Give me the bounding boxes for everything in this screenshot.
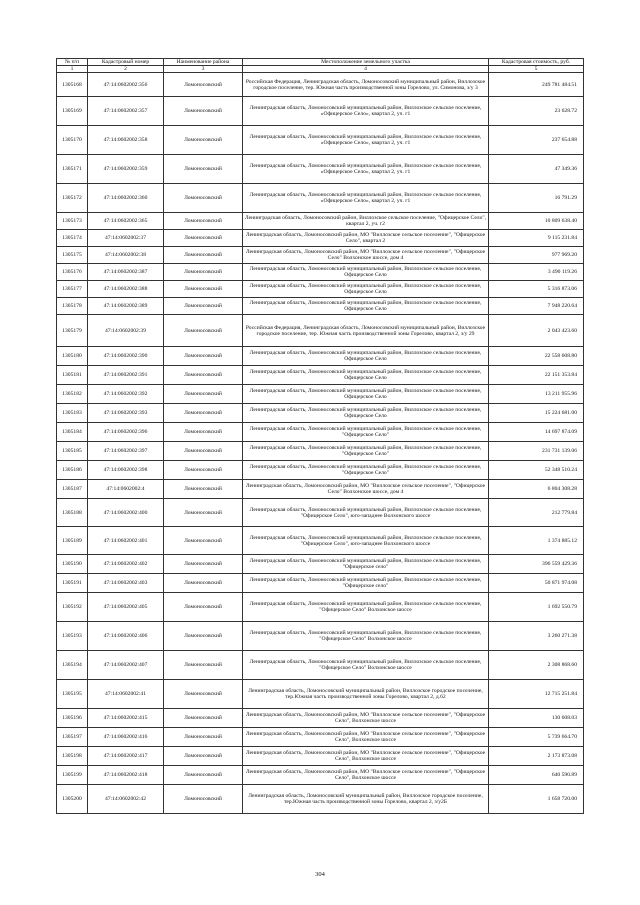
column-number-row [57, 66, 584, 73]
row-number-cell: 1305172 [57, 184, 88, 213]
row-number-cell: 1305200 [57, 785, 88, 814]
cadastral-value-cell: 23 628.72 [489, 97, 584, 126]
row-number-cell: 1305186 [57, 461, 88, 480]
cadastral-value-cell: 10 809 638.40 [489, 213, 584, 230]
district-cell: Ломоносовский [164, 423, 243, 442]
district-cell: Ломоносовский [164, 281, 243, 298]
district-cell: Ломоносовский [164, 593, 243, 622]
table-row [57, 385, 584, 404]
district-cell: Ломоносовский [164, 680, 243, 709]
row-number-cell: 1305194 [57, 651, 88, 680]
table-row [57, 73, 584, 97]
cadastral-value-cell: 52 348 510.24 [489, 461, 584, 480]
location-cell: Ленинградская область, Ломоносовский муниципальный район, Виллозское сельское поселение, «Офицерское Село», квартал 2, уч. г1 [243, 97, 489, 126]
location-cell: Ленинградская область, Ломоносовский район, МО "Виллозское сельское поселение", "Офицерское Село" Волхонское шоссе, дом 4 [243, 247, 489, 264]
location-cell: Ленинградская область, Ломоносовский муниципальный район, Виллозское сельское поселение, Офицерское Село [243, 264, 489, 281]
cadastral-value-cell: 2 043 423.60 [489, 315, 584, 347]
district-cell: Ломоносовский [164, 622, 243, 651]
district-cell: Ломоносовский [164, 785, 243, 814]
row-number-cell: 1305182 [57, 385, 88, 404]
district-cell: Ломоносовский [164, 213, 243, 230]
cadastral-number-cell: 47:14:0602002:391 [88, 366, 164, 385]
district-cell: Ломоносовский [164, 442, 243, 461]
row-number-cell: 1305197 [57, 728, 88, 747]
row-number-cell: 1305196 [57, 709, 88, 728]
cadastral-value-cell: 3 260 271.38 [489, 622, 584, 651]
cadastral-value-cell: 22 151 353.84 [489, 366, 584, 385]
cadastral-value-cell: 977 969.20 [489, 247, 584, 264]
cadastral-value-cell: 130 608.03 [489, 709, 584, 728]
district-cell: Ломоносовский [164, 747, 243, 766]
cadastral-value-cell: 2 173 873.08 [489, 747, 584, 766]
header-cadastral-number: Кадастровый номер [88, 59, 164, 66]
row-number-cell: 1305170 [57, 126, 88, 155]
column-number: 1 [57, 66, 88, 73]
cadastral-number-cell: 47:14:0602002:42 [88, 785, 164, 814]
cadastral-value-cell: 2 308 868.60 [489, 651, 584, 680]
row-number-cell: 1305179 [57, 315, 88, 347]
cadastral-value-cell: 15 224 681.00 [489, 404, 584, 423]
header-num: № п/п [57, 59, 88, 66]
table-row [57, 347, 584, 366]
row-number-cell: 1305187 [57, 480, 88, 499]
cadastral-number-cell: 47:14:0602002:418 [88, 766, 164, 785]
cadastral-value-cell: 14 697 874.09 [489, 423, 584, 442]
cadastral-value-cell: 1 658 720.00 [489, 785, 584, 814]
location-cell: Ленинградская область, Ломоносовский муниципальный район, Виллозское городское поселение, тер.Южная часть производственной зоны Горелово, квартал 2, з/у2Б [243, 785, 489, 814]
cadastral-number-cell: 47:14:0602002:365 [88, 213, 164, 230]
cadastral-value-cell: 212 779.84 [489, 499, 584, 527]
table-row [57, 480, 584, 499]
table-row [57, 527, 584, 555]
cadastral-value-cell: 50 871 974.08 [489, 574, 584, 593]
row-number-cell: 1305184 [57, 423, 88, 442]
header-district: Наименование района [164, 59, 243, 66]
row-number-cell: 1305177 [57, 281, 88, 298]
location-cell: Ленинградская область, Ломоносовский муниципальный район, Виллозское сельское поселение, "Офицерское Село" Волхонское шоссе [243, 651, 489, 680]
table-row [57, 298, 584, 315]
district-cell: Ломоносовский [164, 728, 243, 747]
cadastral-number-cell: 47:14:0602002:406 [88, 622, 164, 651]
row-number-cell: 1305193 [57, 622, 88, 651]
cadastral-number-cell: 47:14:0602002:416 [88, 728, 164, 747]
cadastral-value-cell: 13 211 955.96 [489, 385, 584, 404]
column-number: 4 [243, 66, 489, 73]
row-number-cell: 1305191 [57, 574, 88, 593]
cadastral-number-cell: 47:14:0602002:39 [88, 315, 164, 347]
cadastral-value-cell: 16 791.29 [489, 184, 584, 213]
district-cell: Ломоносовский [164, 651, 243, 680]
table-row [57, 230, 584, 247]
table-row [57, 404, 584, 423]
cadastral-number-cell: 47:14:0602002:4 [88, 480, 164, 499]
table-row [57, 766, 584, 785]
location-cell: Ленинградская область, Ломоносовский район, МО "Виллозское сельское поселение", "Офицерское Село", Волхонское шоссе [243, 766, 489, 785]
location-cell: Ленинградская область, Ломоносовский муниципальный район, Виллозское сельское поселение, "Офицерское Село" [243, 461, 489, 480]
location-cell: Ленинградская область, Ломоносовский район, МО "Виллозское сельское поселение", "Офицерское Село" Волхонское шоссе, дом 4 [243, 480, 489, 499]
district-cell: Ломоносовский [164, 499, 243, 527]
cadastral-number-cell: 47:14:0602002:396 [88, 423, 164, 442]
cadastral-number-cell: 47:14:0602002:387 [88, 264, 164, 281]
table-row [57, 785, 584, 814]
cadastral-number-cell: 47:14:0602002:417 [88, 747, 164, 766]
location-cell: Ленинградская область, Ломоносовский муниципальный район, Виллозское сельское поселение, «Офицерское Село», квартал 2, уч. г1 [243, 155, 489, 184]
table-row [57, 155, 584, 184]
row-number-cell: 1305168 [57, 73, 88, 97]
table-row [57, 423, 584, 442]
location-cell: Ленинградская область, Ломоносовский муниципальный район, Виллозское сельское поселение, Офицерское Село [243, 404, 489, 423]
row-number-cell: 1305188 [57, 499, 88, 527]
header-location: Местоположение земельного участка [243, 59, 489, 66]
row-number-cell: 1305183 [57, 404, 88, 423]
cadastral-value-cell: 7 948 220.64 [489, 298, 584, 315]
location-cell: Ленинградская область, Ломоносовский муниципальный район, Виллозское сельское поселение, Офицерское Село [243, 298, 489, 315]
cadastral-number-cell: 47:14:0602002:360 [88, 184, 164, 213]
table-row [57, 622, 584, 651]
row-number-cell: 1305178 [57, 298, 88, 315]
row-number-cell: 1305199 [57, 766, 88, 785]
location-cell: Ленинградская область, Ломоносовский муниципальный район, Виллозское сельское поселение, "Офицерское Село", юго-западнее Волхонского шоссе [243, 499, 489, 527]
cadastral-number-cell: 47:14:0602002:397 [88, 442, 164, 461]
location-cell: Ленинградская область, Ломоносовский район, МО "Виллозское сельское поселение", "Офицерское Село", Волхонское шоссе [243, 747, 489, 766]
table-row [57, 461, 584, 480]
district-cell: Ломоносовский [164, 480, 243, 499]
location-cell: Ленинградская область, Ломоносовский муниципальный район, Виллозское городское поселение, тер.Южная часть производственной зоны Горелово, квартал 2, д.62 [243, 680, 489, 709]
district-cell: Ломоносовский [164, 184, 243, 213]
location-cell: Ленинградская область, Ломоносовский муниципальный район, Виллозское сельское поселение, «Офицерское Село», квартал 2, уч. г1 [243, 126, 489, 155]
cadastral-number-cell: 47:14:0602002:398 [88, 461, 164, 480]
table-row [57, 680, 584, 709]
row-number-cell: 1305175 [57, 247, 88, 264]
table-row [57, 709, 584, 728]
district-cell: Ломоносовский [164, 230, 243, 247]
cadastral-value-cell: 9 115 231.84 [489, 230, 584, 247]
district-cell: Ломоносовский [164, 555, 243, 574]
location-cell: Ленинградская область, Ломоносовский муниципальный район, Виллозское сельское поселение, Офицерское Село [243, 385, 489, 404]
row-number-cell: 1305174 [57, 230, 88, 247]
district-cell: Ломоносовский [164, 97, 243, 126]
column-number: 3 [164, 66, 243, 73]
district-cell: Ломоносовский [164, 247, 243, 264]
table-row [57, 126, 584, 155]
location-cell: Ленинградская область, Ломоносовский муниципальный район, Виллозское сельское поселение, "Офицерское Село" Волхонское шоссе [243, 622, 489, 651]
cadastral-number-cell: 47:14:0602002:401 [88, 527, 164, 555]
cadastral-number-cell: 47:14:0602002:415 [88, 709, 164, 728]
location-cell: Ленинградская область, Ломоносовский район, МО "Виллозское сельское поселение", "Офицерское Село", Волхонское шоссе [243, 709, 489, 728]
cadastral-value-cell: 47 349.36 [489, 155, 584, 184]
cadastral-value-cell: 1 692 550.79 [489, 593, 584, 622]
district-cell: Ломоносовский [164, 366, 243, 385]
table-row [57, 651, 584, 680]
row-number-cell: 1305181 [57, 366, 88, 385]
cadastral-value-cell: 5 739 664.70 [489, 728, 584, 747]
row-number-cell: 1305176 [57, 264, 88, 281]
location-cell: Ленинградская область, Ломоносовский муниципальный район, Виллозское сельское поселение, Офицерское Село [243, 281, 489, 298]
cadastral-number-cell: 47:14:0602002:403 [88, 574, 164, 593]
cadastral-value-cell: 5 316 873.06 [489, 281, 584, 298]
row-number-cell: 1305198 [57, 747, 88, 766]
district-cell: Ломоносовский [164, 347, 243, 366]
cadastral-number-cell: 47:14:0602002:402 [88, 555, 164, 574]
table-row [57, 593, 584, 622]
page-number: 304 [315, 871, 325, 878]
cadastral-value-cell: 396 559 429.36 [489, 555, 584, 574]
table-row [57, 555, 584, 574]
table-row [57, 747, 584, 766]
cadastral-number-cell: 47:14:0602002:389 [88, 298, 164, 315]
cadastral-value-cell: 6 804 308.28 [489, 480, 584, 499]
row-number-cell: 1305185 [57, 442, 88, 461]
district-cell: Ломоносовский [164, 461, 243, 480]
table-row [57, 213, 584, 230]
district-cell: Ломоносовский [164, 709, 243, 728]
table-row [57, 366, 584, 385]
location-cell: Ленинградская область, Ломоносовский муниципальный район, Виллозское сельское поселение, "Офицерское Село" [243, 423, 489, 442]
location-cell: Российская Федерация, Ленинградская область, Ломоносовский муниципальный район, Виллозское городское поселение, тер. Южная часть производственной зоны Горелово, ул. Симонова, з/у 3 [243, 73, 489, 97]
row-number-cell: 1305169 [57, 97, 88, 126]
table-row [57, 442, 584, 461]
location-cell: Ленинградская область, Ломоносовский район, МО "Виллозское сельское поселение", "Офицерское Село", квартал 2 [243, 230, 489, 247]
cadastral-value-cell: 12 715 251.84 [489, 680, 584, 709]
cadastral-number-cell: 47:14:0602002:388 [88, 281, 164, 298]
table-row [57, 97, 584, 126]
table-row [57, 728, 584, 747]
cadastral-number-cell: 47:14:0602002:37 [88, 230, 164, 247]
location-cell: Ленинградская область, Ломоносовский муниципальный район, Виллозское сельское поселение, Офицерское Село [243, 347, 489, 366]
row-number-cell: 1305173 [57, 213, 88, 230]
district-cell: Ломоносовский [164, 527, 243, 555]
district-cell: Ломоносовский [164, 298, 243, 315]
district-cell: Ломоносовский [164, 126, 243, 155]
row-number-cell: 1305171 [57, 155, 88, 184]
location-cell: Ленинградская область, Ломоносовский муниципальный район, Виллозское сельское поселение, "Офицерское Село" Волхонское шоссе [243, 593, 489, 622]
location-cell: Ленинградская область, Ломоносовский муниципальный район, Виллозское сельское поселение, "Офицерское село" [243, 555, 489, 574]
location-cell: Ленинградская область, Ломоносовский муниципальный район, Виллозское сельское поселение, «Офицерское Село», квартал 2, уч. г1 [243, 184, 489, 213]
cadastral-number-cell: 47:14:0602002:407 [88, 651, 164, 680]
column-number: 5 [489, 66, 584, 73]
cadastral-number-cell: 47:14:0602002:359 [88, 155, 164, 184]
location-cell: Ленинградская область, Ломоносовский муниципальный район, Виллозское сельское поселение, Офицерское Село [243, 366, 489, 385]
district-cell: Ломоносовский [164, 574, 243, 593]
district-cell: Ломоносовский [164, 73, 243, 97]
cadastral-value-cell: 22 558 608.80 [489, 347, 584, 366]
row-number-cell: 1305189 [57, 527, 88, 555]
cadastral-value-cell: 1 374 885.12 [489, 527, 584, 555]
cadastral-number-cell: 47:14:0602002:400 [88, 499, 164, 527]
table-row [57, 574, 584, 593]
cadastral-number-cell: 47:14:0602002:357 [88, 97, 164, 126]
row-number-cell: 1305195 [57, 680, 88, 709]
header-cadastral-value: Кадастровая стоимость, руб. [489, 59, 584, 66]
district-cell: Ломоносовский [164, 155, 243, 184]
cadastral-number-cell: 47:14:0602002:38 [88, 247, 164, 264]
district-cell: Ломоносовский [164, 404, 243, 423]
cadastral-value-cell: 231 731 139.06 [489, 442, 584, 461]
cadastral-number-cell: 47:14:0602002:392 [88, 385, 164, 404]
location-cell: Ленинградская область, Ломоносовский район, Виллозское сельское поселение, "Офицерское Село", квартал 2, уч. г2 [243, 213, 489, 230]
cadastral-number-cell: 47:14:0602002:358 [88, 126, 164, 155]
district-cell: Ломоносовский [164, 315, 243, 347]
cadastral-number-cell: 47:14:0602002:393 [88, 404, 164, 423]
location-cell: Ленинградская область, Ломоносовский район, МО "Виллозское сельское поселение", "Офицерское Село", Волхонское шоссе [243, 728, 489, 747]
location-cell: Российская Федерация, Ленинградская область, Ломоносовский муниципальный район, Виллозское городское поселение, тер. Южная часть производственной зоны Горелово, квартал 2, з/у 29 [243, 315, 489, 347]
cadastral-value-cell: 249 781 484.51 [489, 73, 584, 97]
table-row [57, 281, 584, 298]
table-row [57, 499, 584, 527]
column-number: 2 [88, 66, 164, 73]
cadastral-number-cell: 47:14:0602002:390 [88, 347, 164, 366]
cadastral-table [56, 58, 584, 814]
district-cell: Ломоносовский [164, 385, 243, 404]
row-number-cell: 1305192 [57, 593, 88, 622]
location-cell: Ленинградская область, Ломоносовский муниципальный район, Виллозское сельское поселение, "Офицерское Село" [243, 442, 489, 461]
row-number-cell: 1305180 [57, 347, 88, 366]
row-number-cell: 1305190 [57, 555, 88, 574]
cadastral-value-cell: 237 654.88 [489, 126, 584, 155]
table-row [57, 315, 584, 347]
header-row [57, 59, 584, 66]
cadastral-value-cell: 640 590.89 [489, 766, 584, 785]
location-cell: Ленинградская область, Ломоносовский муниципальный район, Виллозское сельское поселение, "Офицерское село" [243, 574, 489, 593]
district-cell: Ломоносовский [164, 264, 243, 281]
table-row [57, 184, 584, 213]
table-row [57, 247, 584, 264]
cadastral-number-cell: 47:14:0602002:405 [88, 593, 164, 622]
cadastral-value-cell: 3 490 119.26 [489, 264, 584, 281]
cadastral-number-cell: 47:14:0602002:41 [88, 680, 164, 709]
district-cell: Ломоносовский [164, 766, 243, 785]
location-cell: Ленинградская область, Ломоносовский муниципальный район, Виллозское сельское поселение, "Офицерское Село", юго-западнее Волхонского шоссе [243, 527, 489, 555]
cadastral-number-cell: 47:14:0602002:356 [88, 73, 164, 97]
table-row [57, 264, 584, 281]
